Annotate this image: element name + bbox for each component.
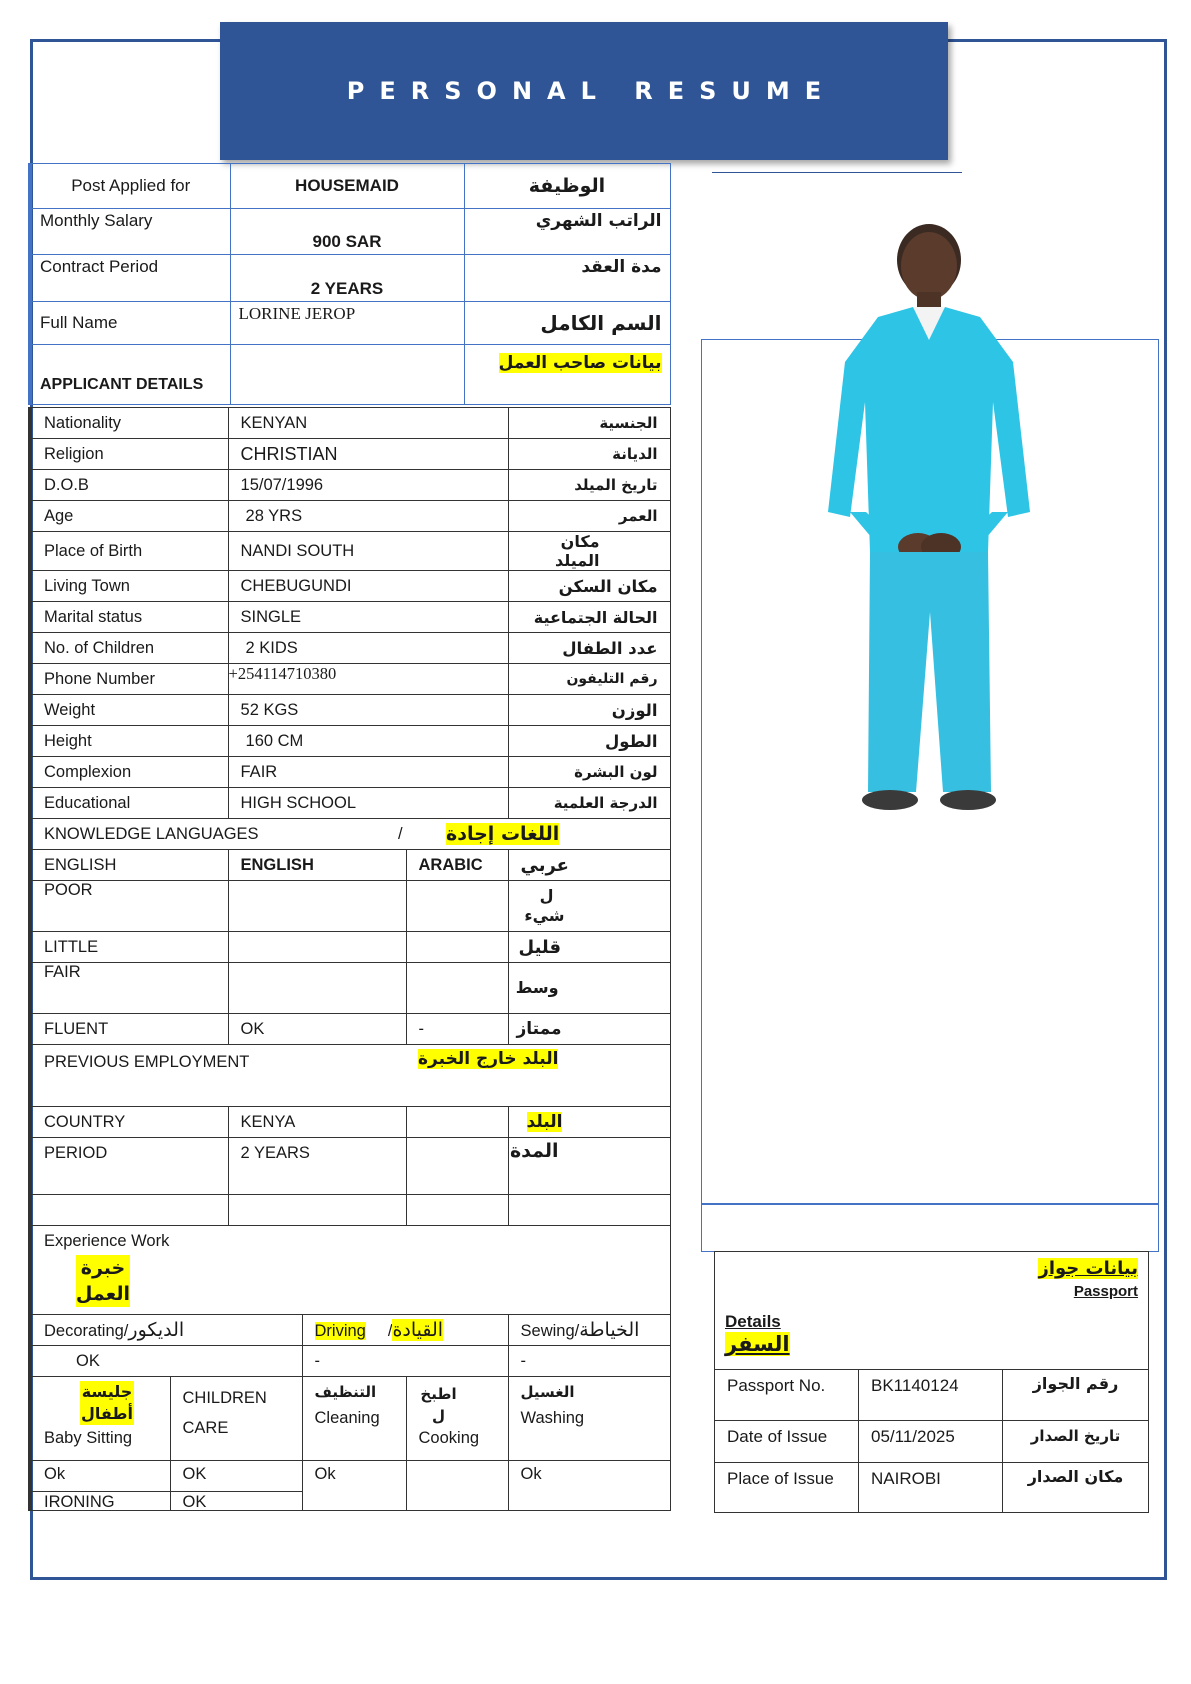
skill-driving-label: Driving (314, 1322, 366, 1340)
skill-cooking-label: Cooking (418, 1429, 480, 1447)
table-row (30, 819, 670, 850)
experience-header-cell (30, 1226, 670, 1315)
passport-place-ar: مكان الصدار (1003, 1463, 1149, 1513)
lang-level: FAIR (30, 963, 228, 1014)
skill-sewing-ar: الخياطة (579, 1319, 640, 1341)
detail-label-ar: عدد الطفال (508, 633, 670, 664)
skill-washing-label: Washing (520, 1409, 585, 1427)
table-row (30, 757, 670, 788)
passport-no-value: BK1140124 (859, 1370, 1003, 1421)
passport-header-ar: بيانات جواز (1038, 1258, 1139, 1279)
passport-issue-label: Date of Issue (715, 1421, 859, 1463)
detail-value: CHEBUGUNDI (228, 571, 508, 602)
lang-english (228, 932, 406, 963)
applicant-details-label-ar: بيانات صاحب العمل (498, 353, 662, 373)
detail-label: Complexion (30, 757, 228, 788)
photo-caption-box (701, 1204, 1159, 1252)
salary-label-ar: الراتب الشهري (464, 209, 670, 255)
table-row (30, 1107, 670, 1138)
detail-label-ar: رقم التليفون (508, 664, 670, 695)
skill-cleaning-value: Ok (302, 1461, 406, 1511)
skill-sewing-value: - (508, 1346, 670, 1377)
employment-header-ar-cell (406, 1045, 670, 1107)
table-row (30, 1195, 670, 1226)
name-label-ar: السم الكامل (464, 302, 670, 345)
detail-label: Educational (30, 788, 228, 819)
table-row (30, 1138, 670, 1195)
salary-label: Monthly Salary (30, 209, 230, 255)
empty-cell (230, 345, 464, 405)
detail-value: SINGLE (228, 602, 508, 633)
table-row (715, 1463, 1149, 1513)
empty-cell (406, 1138, 508, 1195)
applicant-photo (808, 212, 1050, 812)
detail-value: 15/07/1996 (228, 470, 508, 501)
table-row (30, 881, 670, 932)
table-row (30, 850, 670, 881)
table-row (30, 408, 670, 439)
languages-header-ar-cell (406, 819, 670, 850)
table-row (30, 788, 670, 819)
table-row (30, 1045, 670, 1107)
job-table (28, 163, 671, 405)
table-row (30, 164, 670, 209)
table-row (30, 345, 670, 405)
detail-label-ar: العمر (508, 501, 670, 532)
table-row (30, 532, 670, 571)
skill-washing (508, 1377, 670, 1461)
details-table (28, 407, 671, 1511)
detail-label: D.O.B (30, 470, 228, 501)
employment-country-ar-cell (508, 1107, 670, 1138)
skill-decorating (30, 1315, 302, 1346)
lang-level-ar-cell (508, 932, 670, 963)
detail-label-ar: الطول (508, 726, 670, 757)
passport-issue-value: 05/11/2025 (859, 1421, 1003, 1463)
table-row (715, 1370, 1149, 1421)
employment-country-label: COUNTRY (30, 1107, 228, 1138)
skill-ironing-value: OK (170, 1492, 302, 1511)
detail-value: CHRISTIAN (228, 439, 508, 470)
skill-babysitting-ar: جليسة أطفال (81, 1382, 133, 1423)
table-row (715, 1252, 1149, 1370)
detail-label: Marital status (30, 602, 228, 633)
table-row (30, 571, 670, 602)
contract-label: Contract Period (30, 255, 230, 302)
detail-label: Place of Birth (30, 532, 228, 571)
detail-value: 160 CM (228, 726, 508, 757)
detail-label: No. of Children (30, 633, 228, 664)
table-row (30, 439, 670, 470)
detail-label-ar: لون البشرة (508, 757, 670, 788)
detail-label-ar: مكان الميلد (508, 532, 670, 571)
lang-col-ar: عربي (520, 854, 569, 876)
employment-period-ar-cell (508, 1138, 670, 1195)
table-row (30, 501, 670, 532)
skill-cooking-ar: اطبخ ل (420, 1385, 457, 1425)
empty-cell (30, 1195, 228, 1226)
detail-label: Religion (30, 439, 228, 470)
table-row (30, 1461, 670, 1492)
skill-decorating-value: OK (30, 1346, 302, 1377)
table-row (30, 695, 670, 726)
detail-label-ar: الجنسية (508, 408, 670, 439)
lang-level-ar: ل شيء (524, 886, 565, 925)
detail-value: +254114710380 (228, 664, 508, 695)
skill-driving-slash: / (387, 1322, 393, 1340)
lang-level-ar: قليل (518, 936, 562, 958)
passport-place-label: Place of Issue (715, 1463, 859, 1513)
lang-english (228, 881, 406, 932)
employment-period-value: 2 YEARS (228, 1138, 406, 1195)
detail-value: 2 KIDS (228, 633, 508, 664)
empty-cell (508, 1195, 670, 1226)
empty-cell (406, 1195, 508, 1226)
table-row (30, 255, 670, 302)
detail-value: 52 KGS (228, 695, 508, 726)
skill-babysitting-label: Baby Sitting (44, 1429, 133, 1447)
skill-driving-ar: القيادة (392, 1319, 444, 1341)
page-title: PERSONAL RESUME (346, 77, 837, 105)
detail-label-ar: الحالة الجتماعية (508, 602, 670, 633)
detail-label-ar: الديانة (508, 439, 670, 470)
divider (712, 172, 962, 173)
employment-period-ar: المدة (509, 1140, 559, 1162)
detail-label: Phone Number (30, 664, 228, 695)
salary-value: 900 SAR (230, 209, 464, 255)
lang-level-ar-cell (508, 1014, 670, 1045)
detail-label: Living Town (30, 571, 228, 602)
table-row (30, 1346, 670, 1377)
empty-cell (228, 1195, 406, 1226)
name-label: Full Name (30, 302, 230, 345)
table-row (30, 470, 670, 501)
detail-value: NANDI SOUTH (228, 532, 508, 571)
lang-level: FLUENT (30, 1014, 228, 1045)
skill-cleaning-ar: التنظيف (314, 1383, 377, 1401)
employment-period-label: PERIOD (30, 1138, 228, 1195)
skill-cleaning-label: Cleaning (314, 1409, 380, 1427)
detail-label-ar: الوزن (508, 695, 670, 726)
detail-value: FAIR (228, 757, 508, 788)
skill-childcare-label: CHILDREN CARE (170, 1377, 302, 1461)
skill-cooking-value (406, 1461, 508, 1511)
lang-level-ar: ممتاز (516, 1019, 562, 1039)
skill-sewing-label: Sewing/ (520, 1322, 580, 1340)
lang-english: OK (228, 1014, 406, 1045)
post-label: Post Applied for (30, 164, 230, 209)
table-row (30, 1377, 670, 1461)
lang-level-ar: وسط (515, 978, 559, 997)
skill-babysitting-value: Ok (30, 1461, 170, 1492)
lang-col-ar-cell (508, 850, 670, 881)
employment-header: PREVIOUS EMPLOYMENT (30, 1045, 406, 1107)
lang-arabic (406, 932, 508, 963)
post-label-ar: الوظيفة (464, 164, 670, 209)
passport-header-en: Passport (1073, 1283, 1139, 1300)
passport-header-cell (715, 1252, 1149, 1370)
table-row (715, 1421, 1149, 1463)
lang-arabic: - (406, 1014, 508, 1045)
languages-header-cell (30, 819, 406, 850)
table-row (30, 932, 670, 963)
skill-cooking (406, 1377, 508, 1461)
detail-label: Nationality (30, 408, 228, 439)
passport-details-ar: السفر (725, 1332, 790, 1356)
table-row (30, 963, 670, 1014)
lang-col-label: ENGLISH (30, 850, 228, 881)
skill-childcare-value: OK (170, 1461, 302, 1492)
table-row (30, 209, 670, 255)
applicant-details-cell (464, 345, 670, 405)
skill-sewing (508, 1315, 670, 1346)
contract-value: 2 YEARS (230, 255, 464, 302)
passport-details-label: Details (725, 1312, 781, 1331)
detail-label: Weight (30, 695, 228, 726)
lang-arabic (406, 963, 508, 1014)
table-row (30, 302, 670, 345)
name-value: LORINE JEROP (230, 302, 464, 345)
lang-level: POOR (30, 881, 228, 932)
skill-ironing-label: IRONING (30, 1492, 170, 1511)
skill-babysitting (30, 1377, 170, 1461)
detail-label-ar: مكان السكن (508, 571, 670, 602)
experience-header: Experience Work (44, 1232, 170, 1250)
skill-decorating-ar: الديكور (128, 1319, 185, 1341)
employment-country-ar: البلد (526, 1112, 563, 1132)
languages-header: KNOWLEDGE LANGUAGES (44, 824, 259, 843)
passport-place-value: NAIROBI (859, 1463, 1003, 1513)
table-row (30, 633, 670, 664)
post-value: HOUSEMAID (230, 164, 464, 209)
detail-value: 28 YRS (228, 501, 508, 532)
detail-label: Age (30, 501, 228, 532)
applicant-details-label: APPLICANT DETAILS (30, 345, 230, 405)
passport-no-ar: رقم الجواز (1003, 1370, 1149, 1421)
table-row (30, 602, 670, 633)
table-row (30, 1014, 670, 1045)
lang-level-ar-cell (508, 881, 670, 932)
skill-cleaning (302, 1377, 406, 1461)
skill-decorating-label: Decorating/ (44, 1322, 129, 1340)
lang-level: LITTLE (30, 932, 228, 963)
skill-washing-ar: الغسيل (520, 1383, 575, 1401)
lang-level-ar-cell (508, 963, 670, 1014)
detail-label: Height (30, 726, 228, 757)
lang-english (228, 963, 406, 1014)
lang-col-english: ENGLISH (228, 850, 406, 881)
detail-value: KENYAN (228, 408, 508, 439)
skill-driving (302, 1315, 508, 1346)
employment-header-ar: البلد خارج الخبرة (418, 1049, 559, 1069)
empty-cell (406, 1107, 508, 1138)
experience-header-ar: خبرة العمل (75, 1257, 130, 1305)
passport-table (714, 1251, 1149, 1513)
lang-col-arabic: ARABIC (406, 850, 508, 881)
languages-slash: / (398, 824, 403, 843)
languages-header-ar: اللغات إجادة (446, 823, 560, 845)
table-row (30, 1226, 670, 1315)
contract-label-ar: مدة العقد (464, 255, 670, 302)
detail-value: HIGH SCHOOL (228, 788, 508, 819)
table-row (30, 726, 670, 757)
header-banner (220, 22, 948, 160)
lang-arabic (406, 881, 508, 932)
passport-no-label: Passport No. (715, 1370, 859, 1421)
detail-label-ar: الدرجة العلمية (508, 788, 670, 819)
passport-issue-ar: تاريخ الصدار (1003, 1421, 1149, 1463)
detail-label-ar: تاريخ الميلد (508, 470, 670, 501)
skill-washing-value: Ok (508, 1461, 670, 1511)
table-row (30, 664, 670, 695)
skill-driving-value: - (302, 1346, 508, 1377)
employment-country-value: KENYA (228, 1107, 406, 1138)
table-row (30, 1315, 670, 1346)
